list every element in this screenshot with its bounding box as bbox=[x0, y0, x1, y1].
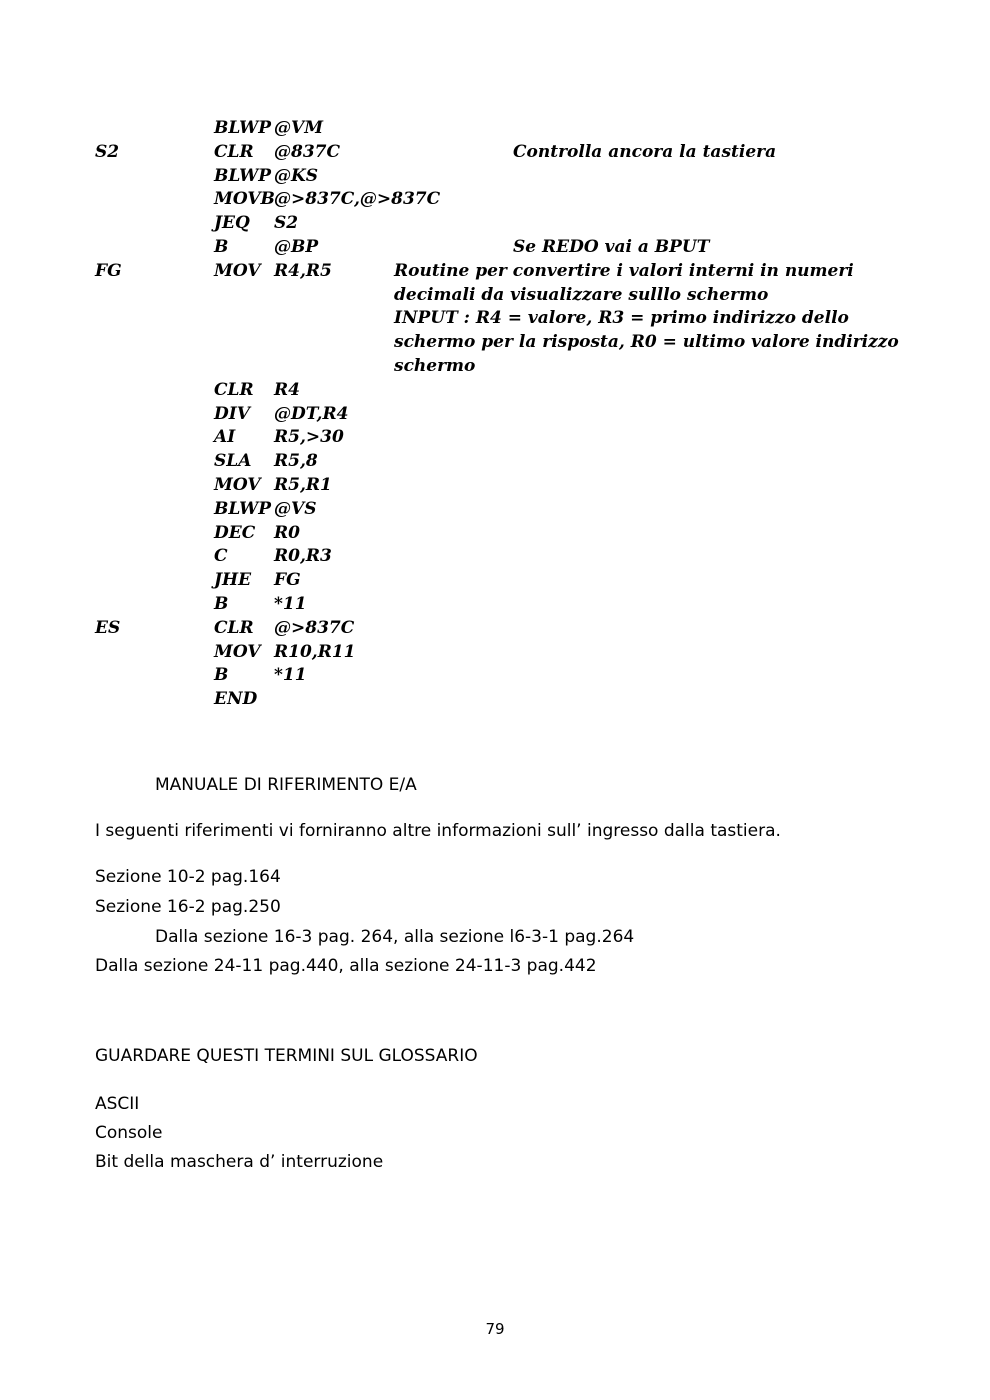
manual-intro: I seguenti riferimenti vi forniranno altre informazioni sull’ ingresso dalla tastiera. bbox=[95, 821, 781, 841]
code-operand: FG bbox=[274, 570, 301, 591]
code-opcode: CLR bbox=[214, 379, 254, 400]
code-opcode: DIV bbox=[214, 403, 250, 424]
code-operand: *11 bbox=[274, 665, 307, 686]
code-comment: decimali da visualizzare sulllo schermo bbox=[394, 284, 769, 305]
code-operand: @VS bbox=[274, 498, 317, 519]
code-opcode: DEC bbox=[214, 522, 256, 543]
code-operand: R10,R11 bbox=[274, 641, 356, 662]
code-operand: @BP bbox=[274, 237, 319, 257]
code-opcode: CLR bbox=[214, 141, 254, 162]
reference-item: Dalla sezione 16-3 pag. 264, alla sezione l6-3-1 pag.264 bbox=[155, 927, 635, 947]
code-operand: S2 bbox=[274, 213, 299, 234]
glossary-term: Bit della maschera d’ interruzione bbox=[95, 1152, 384, 1172]
code-opcode: B bbox=[214, 594, 229, 614]
code-opcode: BLWP bbox=[214, 118, 272, 138]
code-opcode: SLA bbox=[214, 451, 252, 472]
code-operand: @KS bbox=[274, 165, 319, 186]
code-label: FG bbox=[95, 260, 122, 281]
code-opcode: B bbox=[214, 237, 229, 257]
code-opcode: JHE bbox=[214, 570, 252, 591]
glossary-heading: GUARDARE QUESTI TERMINI SUL GLOSSARIO bbox=[95, 1046, 478, 1066]
code-comment: schermo per la risposta, R0 = ultimo valore indirizzo bbox=[394, 332, 899, 353]
code-comment: Se REDO vai a BPUT bbox=[513, 237, 710, 257]
code-operand: R4 bbox=[274, 379, 300, 400]
glossary-term: Console bbox=[95, 1123, 163, 1143]
code-operand: @837C bbox=[274, 141, 341, 162]
page-number: 79 bbox=[485, 1320, 505, 1338]
code-opcode: C bbox=[214, 546, 228, 567]
code-opcode: BLWP bbox=[214, 165, 272, 186]
code-opcode: JEQ bbox=[214, 213, 250, 234]
code-opcode: MOVB bbox=[214, 189, 275, 210]
reference-item: Sezione 16-2 pag.250 bbox=[95, 897, 281, 917]
code-label: S2 bbox=[95, 141, 120, 162]
code-comment: INPUT : R4 = valore, R3 = primo indirizzo dello bbox=[394, 308, 849, 329]
code-operand: R5,>30 bbox=[274, 427, 344, 448]
reference-item: Sezione 10-2 pag.164 bbox=[95, 867, 281, 887]
manual-heading: MANUALE DI RIFERIMENTO E/A bbox=[155, 775, 417, 795]
code-comment: schermo bbox=[394, 356, 476, 376]
code-comment: Routine per convertire i valori interni in numeri bbox=[394, 260, 854, 281]
code-operand: @>837C bbox=[274, 617, 355, 638]
code-opcode: B bbox=[214, 665, 229, 686]
reference-item: Dalla sezione 24-11 pag.440, alla sezione 24-11-3 pag.442 bbox=[95, 956, 597, 976]
code-operand: R4,R5 bbox=[274, 260, 332, 281]
glossary-term: ASCII bbox=[95, 1094, 140, 1114]
code-operand: @>837C,@>837C bbox=[274, 189, 441, 210]
code-operand: R5,R1 bbox=[274, 475, 332, 495]
code-operand: *11 bbox=[274, 594, 307, 614]
code-opcode: MOV bbox=[214, 260, 261, 281]
code-operand: R0,R3 bbox=[274, 546, 332, 567]
code-opcode: MOV bbox=[214, 475, 261, 495]
code-opcode: MOV bbox=[214, 641, 261, 662]
code-comment: Controlla ancora la tastiera bbox=[513, 141, 777, 162]
code-label: ES bbox=[95, 617, 121, 638]
code-opcode: AI bbox=[214, 427, 236, 448]
code-opcode: CLR bbox=[214, 617, 254, 638]
code-operand: @VM bbox=[274, 118, 324, 138]
code-operand: @DT,R4 bbox=[274, 403, 349, 424]
code-opcode: BLWP bbox=[214, 498, 272, 519]
code-opcode: END bbox=[214, 689, 258, 710]
code-operand: R0 bbox=[274, 522, 300, 543]
code-operand: R5,8 bbox=[274, 451, 318, 472]
